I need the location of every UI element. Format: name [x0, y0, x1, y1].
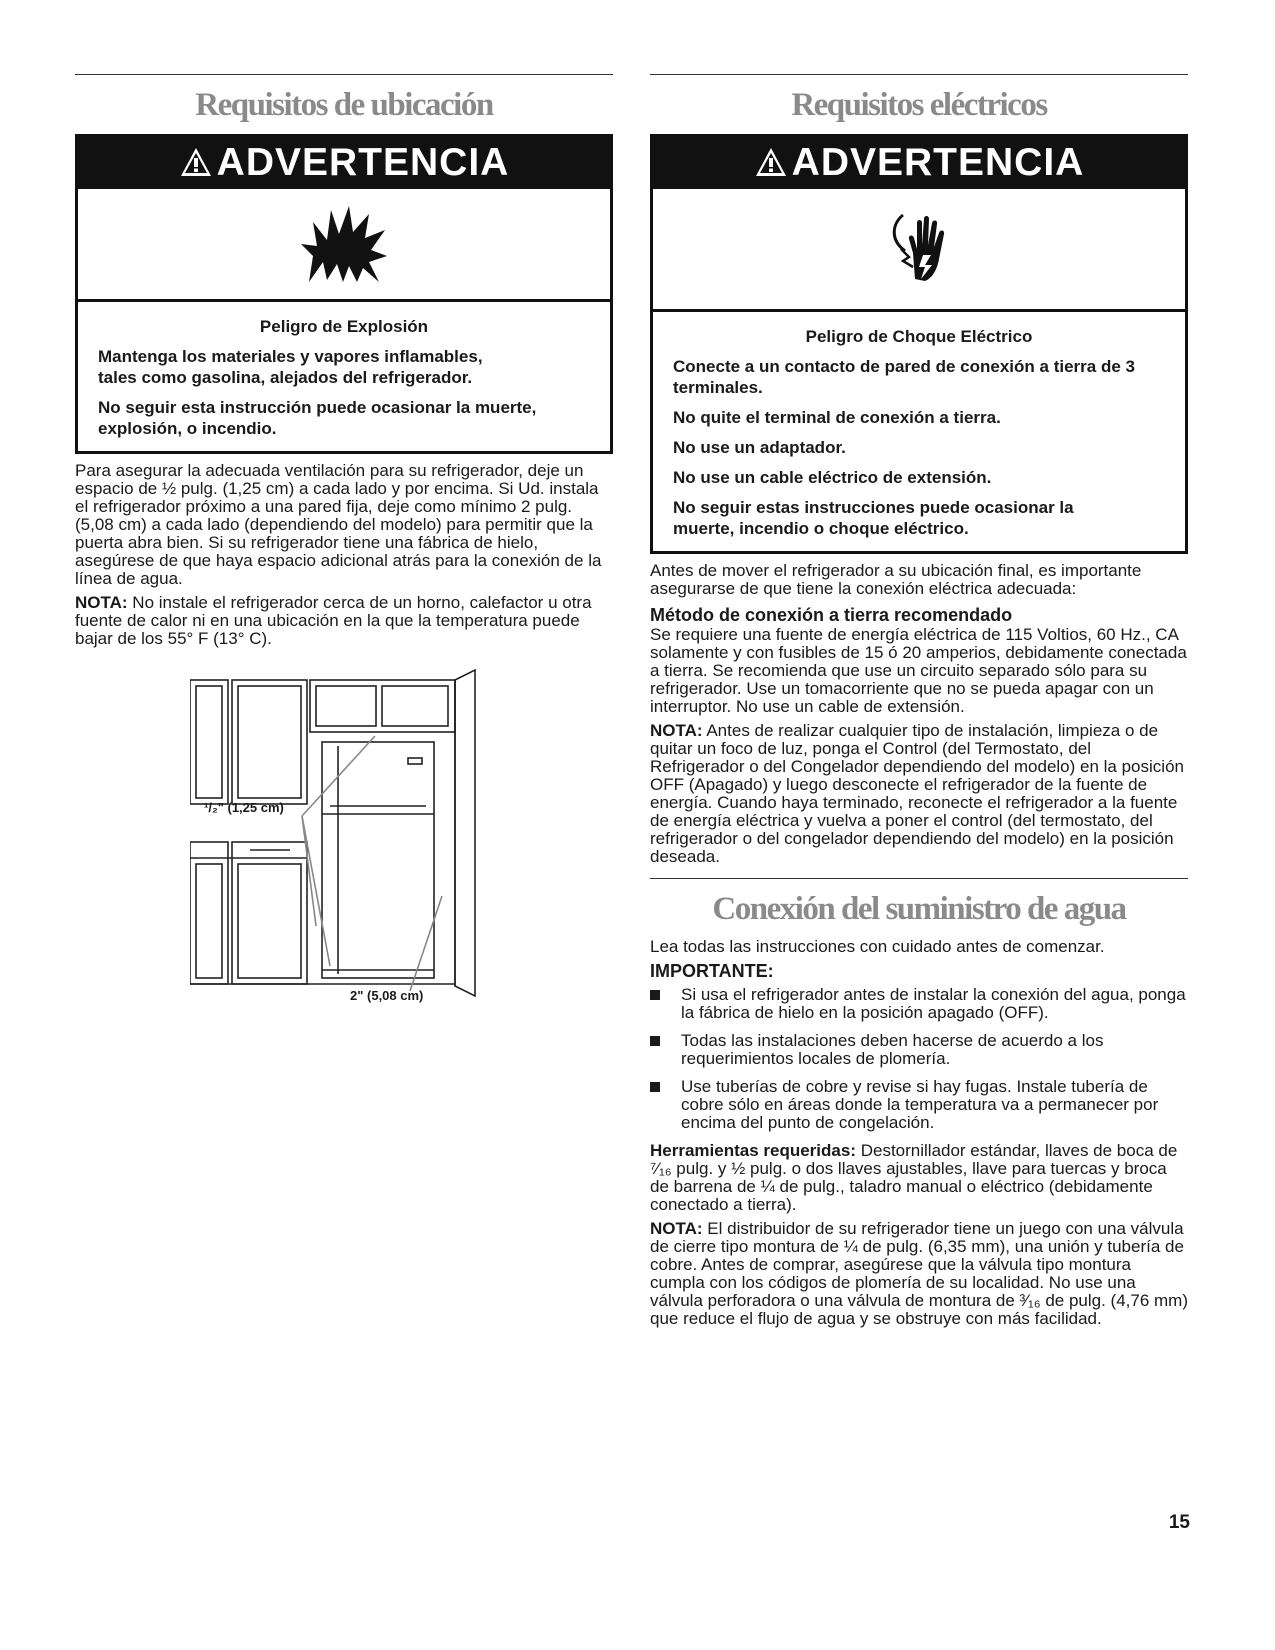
explosion-warning-box: [75, 134, 613, 454]
important-list: [650, 986, 1188, 1132]
warning-heading: Peligro de Explosión: [259, 317, 429, 336]
grounding-method-text: Se requiere una fuente de energía eléctrica de 115 Voltios, 60 Hz., CA solamente y con fusibles de 15 ó 20 amperios, debidamente conectada a tierra. Se recomienda que use un circuito separado sólo para su refrigerador. Use un tomacorriente que no se pueda apagar con un interruptor. No use un cable de extensión.: [650, 625, 1187, 716]
note-text: El distribuidor de su refrigerador tiene un juego con una válvula de cierre tipo montura de ¼ de pulg. (6,35 mm), una unión y tubería de cobre. Antes de comprar, asegúrese que la válvula tipo montura cumpla con los códigos de plomería de su localidad. No use una válvula perforadora o una válvula de montura de ³⁄₁₆ de pulg. (4,76 mm) que reduce el flujo de agua y se obstruye con más facilidad.: [650, 1219, 1188, 1328]
tools-required: [650, 1142, 1188, 1214]
section-rule: [650, 878, 1188, 879]
ventilation-paragraph: Para asegurar la adecuada ventilación para su refrigerador, deje un espacio de ½ pulg. (1,25 cm) a cada lado y por encima. Si Ud. instala el refrigerador próximo a una pared fija, deje como mínimo 2 pulg. (5,08 cm) a cada lado (dependiendo del modelo) para permitir que la puerta abra bien. Si su refrigerador tiene una fábrica de hielo, asegúrese de que haya espacio adicional atrás para la conexión de la línea de agua.: [75, 461, 602, 588]
warning-heading: Peligro de Choque Eléctrico: [805, 327, 1033, 346]
warning-header-text: ADVERTENCIA: [791, 141, 1085, 184]
water-body: [650, 938, 1188, 1328]
left-column: [75, 74, 613, 1021]
note-text: No instale el refrigerador cerca de un horno, calefactor u otra fuente de calor ni en una ubicación en la que la temperatura puede bajar de los 55° F (13° C).: [75, 593, 592, 648]
note-text: Antes de realizar cualquier tipo de instalación, limpieza o de quitar un foco de luz, ponga el Control (del Termostato, del Refrigerador o del Congelador dependiendo del modelo) en la posición OFF (Apagado) y luego desconecte el refrigerador de la fuente de energía. Cuando haya terminado, reconecte el refrigerador a la fuente de energía eléctrica y vuelva a poner el control (del termostato, del refrigerador o del congelador dependiendo del modelo) en la posición deseada.: [650, 721, 1184, 866]
section-rule: [75, 74, 613, 75]
refrigerator-installation-illustration: [190, 666, 490, 1006]
explosion-warning-text: [78, 302, 610, 451]
location-requirements-title: Requisitos de ubicación: [195, 87, 493, 123]
two-inch-clearance-label: 2" (5,08 cm): [350, 988, 424, 1003]
explosion-icon: [299, 204, 389, 284]
warning-line: No use un cable eléctrico de extensión.: [673, 468, 992, 487]
warning-line: No seguir esta instrucción puede ocasionar la muerte, explosión, o incendio.: [98, 398, 537, 438]
grounding-method-heading: Método de conexión a tierra recomendado: [650, 605, 1013, 625]
section-rule: [650, 74, 1188, 75]
warning-line: No quite el terminal de conexión a tierra.: [673, 408, 1001, 427]
shock-warning-box: [650, 134, 1188, 554]
warning-header: [653, 137, 1185, 189]
note-label: NOTA:: [650, 1219, 703, 1238]
shock-icon-area: [653, 189, 1185, 312]
warning-line: Conecte a un contacto de pared de conexión a tierra de 3 terminales.: [673, 357, 1135, 397]
warning-header-text: ADVERTENCIA: [216, 141, 510, 184]
warning-triangle-icon: [754, 146, 788, 178]
water-supply-title: Conexión del suministro de agua: [712, 891, 1126, 927]
location-body: [75, 462, 613, 648]
half-inch-clearance-label: ¹/₂" (1,25 cm): [204, 800, 284, 815]
important-heading: IMPORTANTE:: [650, 961, 774, 981]
electrical-note: [650, 722, 1188, 866]
refrigerator-clearance-diagram: [190, 666, 630, 1021]
explosion-icon-area: [78, 189, 610, 302]
electrical-requirements-title: Requisitos eléctricos: [791, 87, 1047, 123]
electrical-body: [650, 562, 1188, 866]
page-number: 15: [1168, 1512, 1190, 1533]
list-item: Todas las instalaciones deben hacerse de acuerdo a los requerimientos locales de plomería.: [650, 1032, 1188, 1068]
tools-label: Herramientas requeridas:: [650, 1141, 856, 1160]
list-item: Use tuberías de cobre y revise si hay fugas. Instale tubería de cobre sólo en áreas donde la temperatura va a permanecer por encima del punto de congelación.: [650, 1078, 1188, 1132]
warning-header: [78, 137, 610, 189]
note-label: NOTA:: [75, 593, 128, 612]
list-item: Si usa el refrigerador antes de instalar la conexión del agua, ponga la fábrica de hielo en la posición apagado (OFF).: [650, 986, 1188, 1022]
water-intro: Lea todas las instrucciones con cuidado antes de comenzar.: [650, 937, 1105, 956]
right-column: [650, 74, 1188, 1334]
electrical-intro: Antes de mover el refrigerador a su ubicación final, es importante asegurarse de que tiene la conexión eléctrica adecuada:: [650, 561, 1142, 598]
warning-line: Mantenga los materiales y vapores inflamables, tales como gasolina, alejados del refrigerador.: [98, 347, 483, 387]
warning-line: No use un adaptador.: [673, 438, 846, 457]
warning-triangle-icon: [179, 146, 213, 178]
water-note: [650, 1220, 1188, 1328]
warning-line: No seguir estas instrucciones puede ocasionar la muerte, incendio o choque eléctrico.: [673, 498, 1074, 538]
note-label: NOTA:: [650, 721, 703, 740]
shock-warning-text: [653, 312, 1185, 551]
electric-shock-icon: [879, 209, 959, 289]
location-note: [75, 594, 613, 648]
tools-text: Destornillador estándar, llaves de boca de ⁷⁄₁₆ pulg. y ½ pulg. o dos llaves ajustables, llave para tuercas y broca de barrena de ¼ de pulg., taladro manual o eléctrico (debidamente conectado a tierra).: [650, 1141, 1178, 1214]
